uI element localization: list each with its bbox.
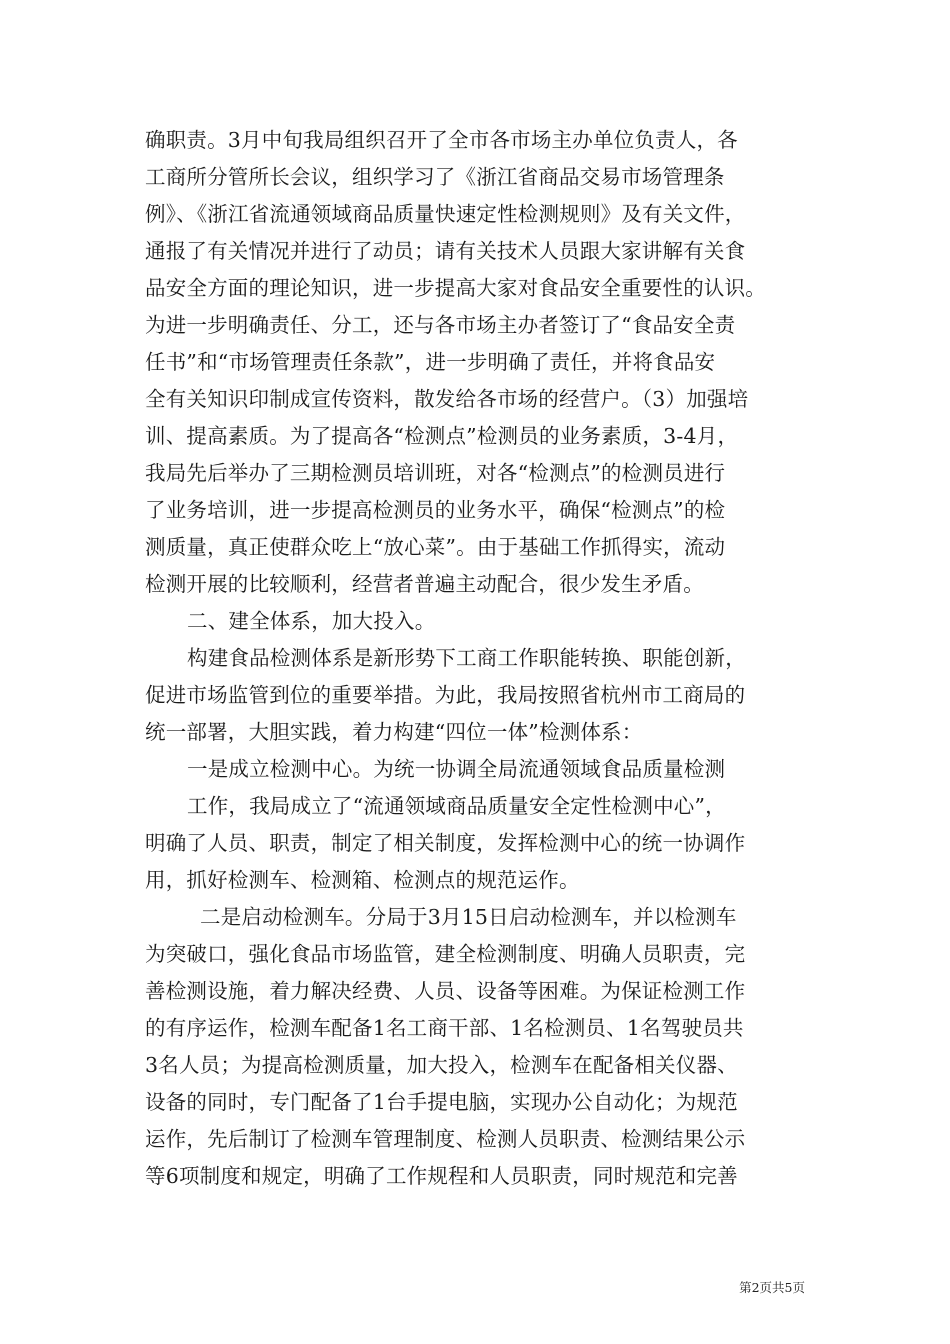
text-line: 明确了人员、职责，制定了相关制度，发挥检测中心的统一协调作 [145,831,746,855]
text-line: 品安全方面的理论知识，进一步提高大家对食品安全重要性的认识。 [145,276,766,300]
text-line: 任书”和“市场管理责任条款”，进一步明确了责任，并将食品安 [145,350,716,374]
text-line: 用，抓好检测车、检测箱、检测点的规范运作。 [145,868,580,892]
text-line: 统一部署，大胆实践，着力构建“四位一体”检测体系： [145,720,643,744]
text-line: 我局先后举办了三期检测员培训班，对各“检测点”的检测员进行 [145,461,726,485]
text-line: 运作，先后制订了检测车管理制度、检测人员职责、检测结果公示 [145,1127,746,1151]
text-line: 测质量，真正使群众吃上“放心菜”。由于基础工作抓得实，流动 [145,535,726,559]
text-line: 善检测设施，着力解决经费、人员、设备等困难。为保证检测工作 [145,979,746,1003]
text-line: 设备的同时，专门配备了1台手提电脑，实现办公自动化；为规范 [145,1090,738,1114]
text-line: 工商所分管所长会议，组织学习了《浙江省商品交易市场管理条 [145,165,725,189]
text-line: 构建食品检测体系是新形势下工商工作职能转换、职能创新， [187,646,746,670]
section-heading: 二、建全体系，加大投入。 [187,609,436,633]
text-line: 促进市场监管到位的重要举措。为此，我局按照省杭州市工商局的 [145,683,746,707]
text-line: 二是启动检测车。分局于3月15日启动检测车，并以检测车 [200,905,737,929]
text-line: 的有序运作，检测车配备1名工商干部、1名检测员、1名驾驶员共 [145,1016,744,1040]
page-number: 第2页共5页 [739,1280,805,1295]
text-line: 确职责。3月中旬我局组织召开了全市各市场主办单位负责人，各 [145,128,738,152]
text-line: 为进一步明确责任、分工，还与各市场主办者签订了“食品安全责 [145,313,736,337]
text-line: 检测开展的比较顺利，经营者普遍主动配合，很少发生矛盾。 [145,572,704,596]
text-line: 一是成立检测中心。为统一协调全局流通领域食品质量检测 [187,757,726,781]
text-line: 训、提高素质。为了提高各“检测点”检测员的业务素质，3-4月， [145,424,739,448]
text-line: 例》、《浙江省流通领域商品质量快速定性检测规则》及有关文件， [145,202,746,226]
text-line: 通报了有关情况并进行了动员；请有关技术人员跟大家讲解有关食 [145,239,746,263]
text-line: 为突破口，强化食品市场监管，建全检测制度、明确人员职责，完 [145,942,746,966]
text-line: 全有关知识印制成宣传资料，散发给各市场的经营户。（3）加强培 [145,387,749,411]
text-line: 了业务培训，进一步提高检测员的业务水平，确保“检测点”的检 [145,498,726,522]
text-line: 3名人员；为提高检测质量，加大投入，检测车在配备相关仪器、 [145,1053,738,1077]
text-line: 工作，我局成立了“流通领域商品质量安全定性检测中心”， [187,794,726,818]
text-line: 等6项制度和规定，明确了工作规程和人员职责，同时规范和完善 [145,1164,738,1188]
